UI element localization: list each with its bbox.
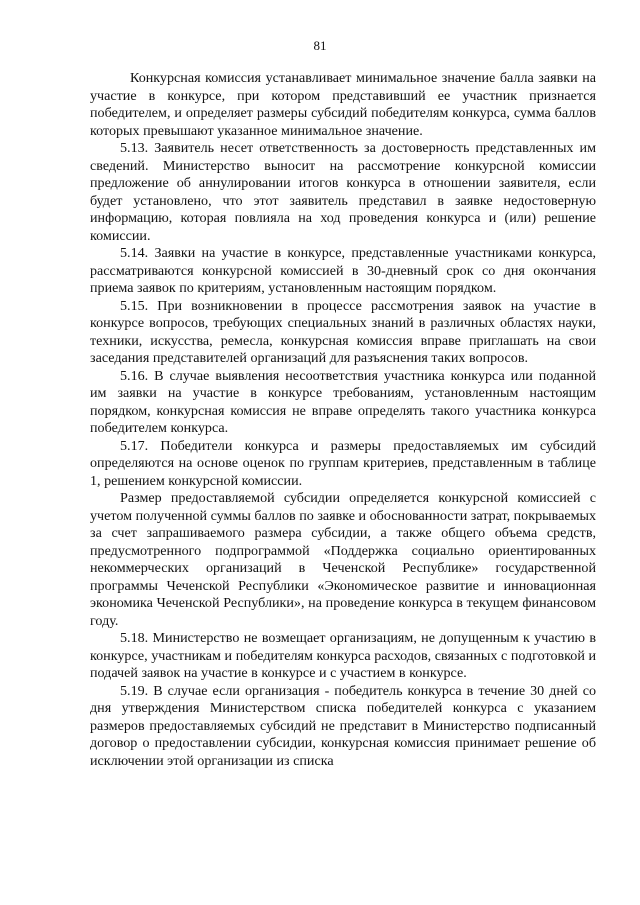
page-number: 81: [313, 38, 327, 53]
paragraph-5-14: 5.14. Заявки на участие в конкурсе, представленные участниками конкурса, рассматриваются конкурсной комиссией в 30-дневный срок со дня окончания приема заявок по критериям, установленным настоящим порядком.: [90, 245, 596, 296]
paragraph-5-18: 5.18. Министерство не возмещает организациям, не допущенным к участию в конкурсе, участникам и победителям конкурса расходов, связанных с подготовкой и подачей заявок на участие в конкурсе и с участием в конкурсе.: [90, 630, 596, 681]
paragraph-5-17: 5.17. Победители конкурса и размеры предоставляемых им субсидий определяются на основе оценок по группам критериев, представленным в таблице 1, решением конкурсной комиссии.: [90, 437, 596, 489]
paragraph-subsidy-size: Размер предоставляемой субсидии определяется конкурсной комиссией с учетом полученной суммы баллов по заявке и обоснованности затрат, покрываемых за счет запрашиваемого размера субсидии, а также общего объема средств, предусмотренного подпрограммой «Поддержка социально ориентированных некоммерческих организаций в Чеченской Республике» государственной программы Чеченской Республики «Экономическое развитие и инновационная экономика Чеченской Республики», на проведение конкурса в текущем финансовом году.: [90, 490, 597, 629]
paragraph-5-16: 5.16. В случае выявления несоответствия участника конкурса или поданной им заявки на участие в конкурсе требованиям, установленным настоящим порядком, конкурсная комиссия не вправе определять такого участника конкурса победителем конкурса.: [90, 367, 596, 436]
paragraph-5-19: 5.19. В случае если организация - победитель конкурса в течение 30 дней со дня утверждения Министерством списка победителей конкурса с указанием размеров предоставляемых субсидий не представит в Министерство подписанный договор о предоставлении субсидии, конкурсная комиссия принимает решение об исключении этой организации из списка: [90, 682, 596, 769]
paragraph-5-13: 5.13. Заявитель несет ответственность за достоверность представленных им сведений. Министерство выносит на рассмотрение конкурсной комиссии предложение об аннулировании итогов конкурса в отношении заявителя, если будет установлено, что этот заявитель представил в заявке недостоверную информацию, которая повлияла на ход проведения конкурса и (или) решение комиссии.: [90, 140, 596, 244]
paragraph-5-15: 5.15. При возникновении в процессе рассмотрения заявок на участие в конкурсе вопросов, требующих специальных знаний в различных областях науки, техники, искусства, ремесла, конкурсная комиссия вправе приглашать на свои заседания представителей организаций для разъяснения таких вопросов.: [90, 297, 596, 366]
document-body: [90, 70, 597, 769]
paragraph-min-score: Конкурсная комиссия устанавливает минимальное значение балла заявки на участие в конкурсе, при котором представивший ее участник признается победителем, и определяет размеры субсидий победителям конкурса, сумма баллов которых превышают указанное минимальное значение.: [90, 70, 596, 139]
